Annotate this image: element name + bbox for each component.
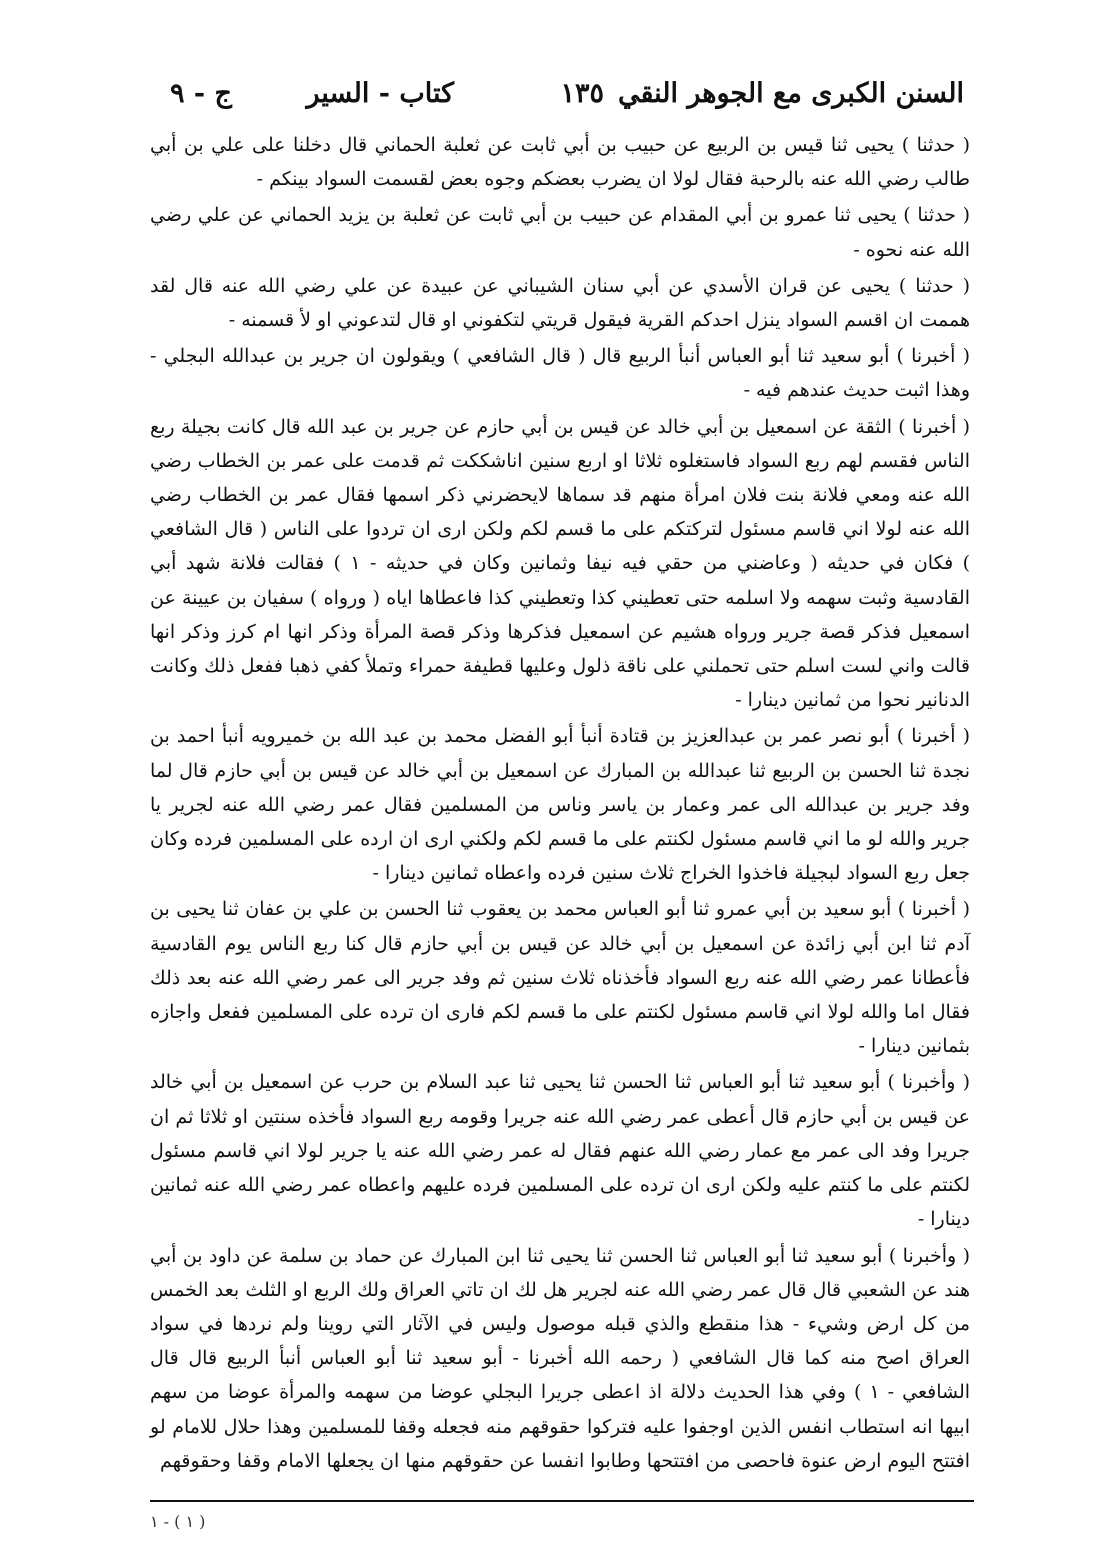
main-text — [150, 128, 970, 1480]
hadith-paragraph: ( أخبرنا ) أبو سعيد ثنا أبو العباس أنبأ الربيع قال ( قال الشافعي ) ويقولون ان جرير بن عبدالله البجلي - وهذا اثبت حديث عندهم فيه - — [150, 345, 970, 402]
footnote-marker: ( ١ ) - ١ — [150, 1512, 206, 1531]
hadith-paragraph: ( أخبرنا ) الثقة عن اسمعيل بن أبي خالد عن قيس بن أبي حازم عن جرير بن عبد الله قال كانت بجيلة ربع الناس فقسم لهم ربع السواد فاستغلوه ثلاثا او اربع سنين اناشككت ثم قدمت على عمر بن الخطاب رضي الله عنه ومعي فلانة بنت فلان امرأة منهم قد سماها لايحضرني ذكر اسمها فقال عمر بن الخطاب رضي الله عنه لولا اني قاسم مسئول لتركتكم على ما قسم لكم ولكن ارى ان تردوا على الناس ( قال الشافعي ) فكان في حديثه ( وعاضني من حقي فيه نيفا وثمانين وكان في حديثه - ١ ) فقالت فلانة شهد أبي القادسية وثبت سهمه ولا اسلمه حتى تعطيني كذا وتعطيني كذا فاعطاها اياه ( ورواه ) سفيان بن عيينة عن اسمعيل فذكر قصة جرير ورواه هشيم عن اسمعيل فذكرها وذكر قصة المرأة وذكر انها ام كرز وذكر انها قالت واني لست اسلم حتى تحملني على ناقة ذلول وعليها قطيفة حمراء وتملأ كفي ذهبا ففعل ذلك وكانت الدنانير نحوا من ثمانين دينارا - — [150, 415, 970, 712]
hadith-paragraph: ( حدثنا ) يحيى ثنا قيس بن الربيع عن حبيب بن أبي ثابت عن ثعلبة الحماني قال دخلنا على علي بن أبي طالب رضي الله عنه بالرحبة فقال لولا ان يضرب بعضكم وجوه بعض لقسمت السواد بينكم - — [150, 134, 970, 191]
hadith-paragraph: ( حدثنا ) يحيى عن قران الأسدي عن أبي سنان الشيباني عن عبيدة عن علي رضي الله عنه قال لقد هممت ان اقسم السواد ينزل احدكم القرية فيقول قريتي لتكفوني او قال لتدعوني او لأ قسمنه - — [150, 274, 970, 332]
hadith-paragraph: ( حدثنا ) يحيى ثنا عمرو بن أبي المقدام عن حبيب بن أبي ثابت عن ثعلبة بن يزيد الحماني عن علي رضي الله عنه نحوه - — [150, 204, 970, 261]
volume-label: ج - ٩ — [170, 78, 232, 109]
hadith-paragraph: ( وأخبرنا ) أبو سعيد ثنا أبو العباس ثنا الحسن ثنا يحيى ثنا عبد السلام بن حرب عن اسمعيل بن أبي خالد عن قيس بن أبي حازم قال أعطى عمر رضي الله عنه جريرا وقومه ربع السواد فأخذه سنتين او ثلاثا ثم ان جريرا وفد الى عمر مع عمار رضي الله عنهم فقال له عمر رضي الله عنه يا جرير لولا اني قاسم مسئول لكنتم على ما كنتم عليه ولكن ارى ان ترده على المسلمين فرده عليهم واعطاه عمر رضي الله عنه ثمانين دينارا - — [150, 1071, 970, 1231]
hadith-paragraph: ( وأخبرنا ) أبو سعيد ثنا أبو العباس ثنا الحسن ثنا يحيى ثنا ابن المبارك عن حماد بن سلمة عن داود بن أبي هند عن الشعبي قال قال عمر رضي الله عنه لجرير هل لك ان تاتي العراق ولك الربع او الثلث بعد الخمس من كل ارض وشيء - هذا منقطع والذي قبله موصول وليس في الآثار التي روينا ولم نردها في سواد العراق اصح منه كما قال الشافعي ( رحمه الله أخبرنا - أبو سعيد ثنا أبو العباس أنبأ الربيع قال قال الشافعي - ١ ) وفي هذا الحديث دلالة اذ اعطى جريرا البجلي عوضا من سهمه والمرأة عوضا من سهم ابيها انه استطاب انفس الذين اوجفوا عليه فتركوا حقوقهم منه فجعله وقفا للمسلمين وهذا حلال للامام لو افتتح اليوم ارض عنوة فاحصى من افتتحها وطابوا انفسا عن حقوقهم منها ان يجعلها الامام وقفا وحقوقهم — [150, 1244, 971, 1472]
chapter-title: كتاب - السير — [306, 78, 454, 109]
hadith-paragraph: ( أخبرنا ) أبو سعيد بن أبي عمرو ثنا أبو العباس محمد بن يعقوب ثنا الحسن بن علي بن عفان ثنا يحيى بن آدم ثنا ابن أبي زائدة عن اسمعيل بن أبي خالد عن قيس بن أبي حازم قال كنا ربع الناس يوم القادسية فأعطانا عمر رضي الله عنه ربع السواد فأخذناه ثلاث سنين ثم وفد جرير الى عمر رضي الله عنه بعد ذلك فقال اما والله لولا اني قاسم مسئول لكنتم على ما قسم لكم فارى ان ترده على المسلمين ففعل واجازه بثمانين دينارا - — [150, 898, 970, 1058]
page-header — [170, 78, 964, 118]
book-title: السنن الكبرى مع الجوهر النقي — [617, 78, 964, 109]
footnote-divider — [150, 1500, 974, 1502]
page-number: ١٣٥ — [560, 78, 604, 109]
hadith-paragraph: ( أخبرنا ) أبو نصر عمر بن عبدالعزيز بن قتادة أنبأ أبو الفضل محمد بن عبد الله بن خميرويه أنبأ احمد بن نجدة ثنا الحسن بن الربيع ثنا عبدالله بن المبارك عن اسمعيل بن أبي خالد عن قيس بن أبي حازم قال لما وفد جرير بن عبدالله الى عمر وعمار بن ياسر وناس من المسلمين فقال عمر رضي الله عنه لجرير يا جرير والله لو ما اني قاسم مسئول لكنتم على ما قسم لكم ولكني ارى ان ارده على المسلمين فرده وكان جعل ربع السواد لبجيلة فاخذوا الخراج ثلاث سنين فرده واعطاه ثمانين دينارا - — [150, 725, 970, 885]
